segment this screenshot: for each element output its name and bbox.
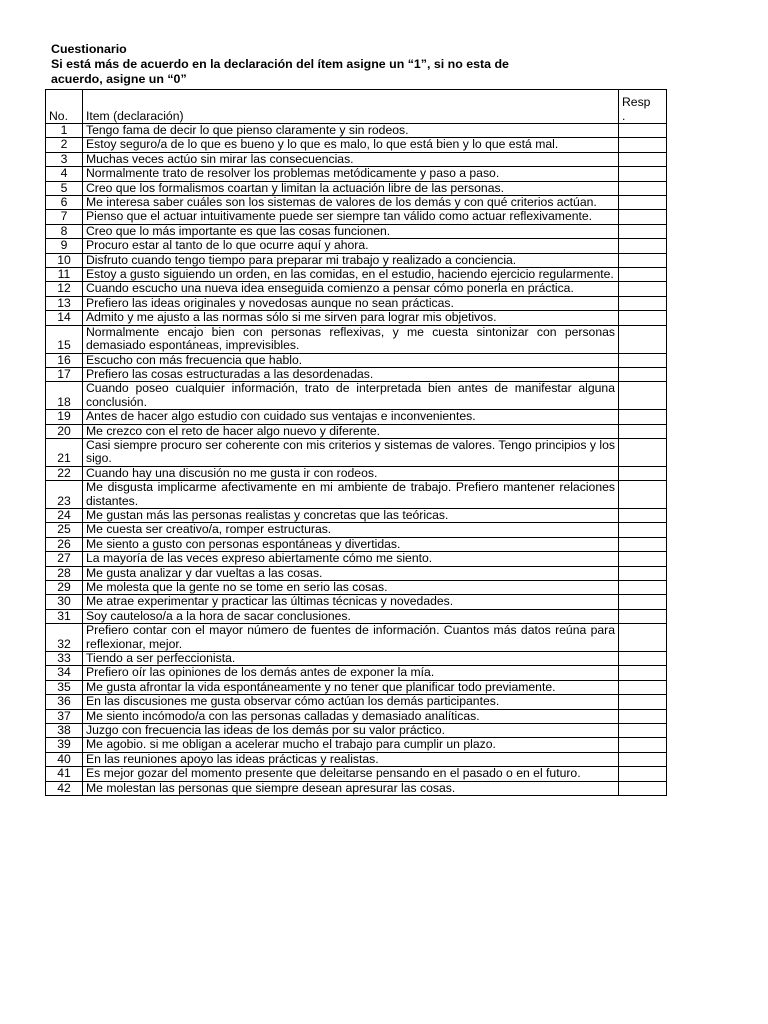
item-number: 41 xyxy=(46,767,83,781)
column-header-resp: Resp . xyxy=(619,90,667,124)
item-statement: Me gusta afrontar la vida espontáneamente y no tener que planificar todo previamente. xyxy=(83,680,619,694)
item-number: 34 xyxy=(46,666,83,680)
response-cell[interactable] xyxy=(619,367,667,381)
response-cell[interactable] xyxy=(619,224,667,238)
table-row xyxy=(46,680,667,694)
table-row xyxy=(46,152,667,166)
item-statement: Tiendo a ser perfeccionista. xyxy=(83,652,619,666)
table-row xyxy=(46,424,667,438)
item-statement: Me disgusta implicarme afectivamente en mi ambiente de trabajo. Prefiero mantener relaciones distantes. xyxy=(83,481,619,509)
response-cell[interactable] xyxy=(619,138,667,152)
table-row xyxy=(46,724,667,738)
item-number: 42 xyxy=(46,781,83,795)
item-statement: Me siento a gusto con personas espontáneas y divertidas. xyxy=(83,537,619,551)
instruction-line-2: acuerdo, asigne un “0” xyxy=(51,72,187,86)
response-cell[interactable] xyxy=(619,196,667,210)
item-statement: En las reuniones apoyo las ideas prácticas y realistas. xyxy=(83,752,619,766)
table-row xyxy=(46,367,667,381)
table-row xyxy=(46,438,667,466)
response-cell[interactable] xyxy=(619,752,667,766)
item-number: 32 xyxy=(46,624,83,652)
item-number: 13 xyxy=(46,296,83,310)
item-number: 12 xyxy=(46,282,83,296)
item-number: 36 xyxy=(46,695,83,709)
response-cell[interactable] xyxy=(619,652,667,666)
table-row xyxy=(46,466,667,480)
table-row xyxy=(46,552,667,566)
item-statement: Pienso que el actuar intuitivamente puede ser siempre tan válido como actuar reflexivamente. xyxy=(83,210,619,224)
response-cell[interactable] xyxy=(619,311,667,325)
response-cell[interactable] xyxy=(619,124,667,138)
item-number: 15 xyxy=(46,325,83,353)
table-row xyxy=(46,210,667,224)
item-statement: Cuando escucho una nueva idea enseguida comienzo a pensar cómo ponerla en práctica. xyxy=(83,282,619,296)
response-cell[interactable] xyxy=(619,481,667,509)
item-number: 19 xyxy=(46,410,83,424)
column-header-no: No. xyxy=(46,90,83,124)
item-statement: Estoy seguro/a de lo que es bueno y lo que es malo, lo que está bien y lo que está mal. xyxy=(83,138,619,152)
table-row xyxy=(46,282,667,296)
table-row xyxy=(46,325,667,353)
response-cell[interactable] xyxy=(619,595,667,609)
table-row xyxy=(46,253,667,267)
item-number: 2 xyxy=(46,138,83,152)
item-statement: Prefiero las ideas originales y novedosas aunque no sean prácticas. xyxy=(83,296,619,310)
item-number: 20 xyxy=(46,424,83,438)
table-row xyxy=(46,523,667,537)
response-cell[interactable] xyxy=(619,609,667,623)
table-row xyxy=(46,781,667,795)
response-cell[interactable] xyxy=(619,325,667,353)
item-number: 21 xyxy=(46,438,83,466)
response-cell[interactable] xyxy=(619,781,667,795)
table-row xyxy=(46,595,667,609)
response-cell[interactable] xyxy=(619,508,667,522)
item-statement: En las discusiones me gusta observar cómo actúan los demás participantes. xyxy=(83,695,619,709)
item-statement: Es mejor gozar del momento presente que deleitarse pensando en el pasado o en el futuro. xyxy=(83,767,619,781)
table-row xyxy=(46,167,667,181)
item-statement: Normalmente encajo bien con personas reflexivas, y me cuesta sintonizar con personas demasiado espontáneas, imprevisibles. xyxy=(83,325,619,353)
questionnaire-table xyxy=(45,89,667,796)
item-statement: Cuando poseo cualquier información, trato de interpretada bien antes de manifestar alguna conclusión. xyxy=(83,382,619,410)
table-row xyxy=(46,196,667,210)
table-row xyxy=(46,738,667,752)
item-number: 9 xyxy=(46,239,83,253)
response-cell[interactable] xyxy=(619,424,667,438)
item-statement: Juzgo con frecuencia las ideas de los demás por su valor práctico. xyxy=(83,724,619,738)
item-number: 37 xyxy=(46,709,83,723)
item-number: 29 xyxy=(46,581,83,595)
item-number: 31 xyxy=(46,609,83,623)
item-number: 5 xyxy=(46,181,83,195)
item-statement: Escucho con más frecuencia que hablo. xyxy=(83,353,619,367)
item-statement: Me cuesta ser creativo/a, romper estructuras. xyxy=(83,523,619,537)
questionnaire-header xyxy=(51,42,611,87)
item-statement: Estoy a gusto siguiendo un orden, en las comidas, en el estudio, haciendo ejercicio regularmente. xyxy=(83,268,619,282)
response-cell[interactable] xyxy=(619,253,667,267)
item-statement: Tengo fama de decir lo que pienso claramente y sin rodeos. xyxy=(83,124,619,138)
response-cell[interactable] xyxy=(619,239,667,253)
item-number: 16 xyxy=(46,353,83,367)
item-statement: Prefiero las cosas estructuradas a las desordenadas. xyxy=(83,367,619,381)
item-number: 28 xyxy=(46,566,83,580)
response-cell[interactable] xyxy=(619,296,667,310)
item-number: 4 xyxy=(46,167,83,181)
response-cell[interactable] xyxy=(619,695,667,709)
item-statement: Me agobio. si me obligan a acelerar mucho el trabajo para cumplir un plazo. xyxy=(83,738,619,752)
item-number: 11 xyxy=(46,268,83,282)
item-statement: Me gustan más las personas realistas y concretas que las teóricas. xyxy=(83,508,619,522)
response-cell[interactable] xyxy=(619,523,667,537)
item-number: 26 xyxy=(46,537,83,551)
table-header-row xyxy=(46,90,667,124)
item-number: 14 xyxy=(46,311,83,325)
response-cell[interactable] xyxy=(619,581,667,595)
table-row xyxy=(46,481,667,509)
item-number: 6 xyxy=(46,196,83,210)
item-number: 17 xyxy=(46,367,83,381)
item-statement: Prefiero oír las opiniones de los demás antes de exponer la mía. xyxy=(83,666,619,680)
table-row xyxy=(46,268,667,282)
table-row xyxy=(46,353,667,367)
table-row xyxy=(46,124,667,138)
table-row xyxy=(46,709,667,723)
response-cell[interactable] xyxy=(619,181,667,195)
table-row xyxy=(46,537,667,551)
item-statement: Creo que lo más importante es que las cosas funcionen. xyxy=(83,224,619,238)
item-statement: Me molesta que la gente no se tome en serio las cosas. xyxy=(83,581,619,595)
item-number: 23 xyxy=(46,481,83,509)
item-number: 3 xyxy=(46,152,83,166)
table-row xyxy=(46,382,667,410)
table-row xyxy=(46,296,667,310)
item-statement: Me molestan las personas que siempre desean apresurar las cosas. xyxy=(83,781,619,795)
item-statement: Antes de hacer algo estudio con cuidado sus ventajas e inconvenientes. xyxy=(83,410,619,424)
item-statement: La mayoría de las veces expreso abiertamente cómo me siento. xyxy=(83,552,619,566)
item-number: 8 xyxy=(46,224,83,238)
table-row xyxy=(46,609,667,623)
table-row xyxy=(46,666,667,680)
instruction-line-1: Si está más de acuerdo en la declaración del ítem asigne un “1”, si no esta de xyxy=(51,57,509,71)
response-cell[interactable] xyxy=(619,282,667,296)
response-cell[interactable] xyxy=(619,537,667,551)
item-statement: Me siento incómodo/a con las personas calladas y demasiado analíticas. xyxy=(83,709,619,723)
table-row xyxy=(46,581,667,595)
item-statement: Creo que los formalismos coartan y limitan la actuación libre de las personas. xyxy=(83,181,619,195)
item-number: 27 xyxy=(46,552,83,566)
response-cell[interactable] xyxy=(619,382,667,410)
item-statement: Normalmente trato de resolver los problemas metódicamente y paso a paso. xyxy=(83,167,619,181)
response-cell[interactable] xyxy=(619,438,667,466)
item-statement: Muchas veces actúo sin mirar las consecuencias. xyxy=(83,152,619,166)
table-row xyxy=(46,138,667,152)
response-cell[interactable] xyxy=(619,466,667,480)
response-cell[interactable] xyxy=(619,666,667,680)
item-number: 38 xyxy=(46,724,83,738)
response-cell[interactable] xyxy=(619,738,667,752)
response-cell[interactable] xyxy=(619,552,667,566)
item-number: 35 xyxy=(46,680,83,694)
item-number: 33 xyxy=(46,652,83,666)
item-statement: Procuro estar al tanto de lo que ocurre aquí y ahora. xyxy=(83,239,619,253)
item-statement: Disfruto cuando tengo tiempo para preparar mi trabajo y realizado a conciencia. xyxy=(83,253,619,267)
response-cell[interactable] xyxy=(619,566,667,580)
table-row xyxy=(46,224,667,238)
table-row xyxy=(46,508,667,522)
response-cell[interactable] xyxy=(619,709,667,723)
item-number: 40 xyxy=(46,752,83,766)
table-row xyxy=(46,695,667,709)
table-row xyxy=(46,767,667,781)
response-cell[interactable] xyxy=(619,152,667,166)
response-cell[interactable] xyxy=(619,624,667,652)
table-row xyxy=(46,624,667,652)
item-number: 10 xyxy=(46,253,83,267)
item-number: 30 xyxy=(46,595,83,609)
item-number: 1 xyxy=(46,124,83,138)
item-number: 18 xyxy=(46,382,83,410)
item-statement: Me gusta analizar y dar vueltas a las cosas. xyxy=(83,566,619,580)
item-statement: Admito y me ajusto a las normas sólo si me sirven para lograr mis objetivos. xyxy=(83,311,619,325)
table-row xyxy=(46,752,667,766)
item-statement: Casi siempre procuro ser coherente con mis criterios y sistemas de valores. Tengo principios y los sigo. xyxy=(83,438,619,466)
item-statement: Me interesa saber cuáles son los sistemas de valores de los demás y con qué criterios actúan. xyxy=(83,196,619,210)
item-statement: Cuando hay una discusión no me gusta ir con rodeos. xyxy=(83,466,619,480)
table-row xyxy=(46,410,667,424)
table-row xyxy=(46,181,667,195)
response-cell[interactable] xyxy=(619,268,667,282)
item-number: 39 xyxy=(46,738,83,752)
response-cell[interactable] xyxy=(619,680,667,694)
item-statement: Prefiero contar con el mayor número de fuentes de información. Cuantos más datos reúna para reflexionar, mejor. xyxy=(83,624,619,652)
table-row xyxy=(46,311,667,325)
response-cell[interactable] xyxy=(619,167,667,181)
table-row xyxy=(46,239,667,253)
table-row xyxy=(46,566,667,580)
response-cell[interactable] xyxy=(619,410,667,424)
response-cell[interactable] xyxy=(619,724,667,738)
item-number: 25 xyxy=(46,523,83,537)
table-row xyxy=(46,652,667,666)
item-statement: Soy cauteloso/a a la hora de sacar conclusiones. xyxy=(83,609,619,623)
item-number: 22 xyxy=(46,466,83,480)
column-header-item: Item (declaración) xyxy=(83,90,619,124)
response-cell[interactable] xyxy=(619,767,667,781)
item-statement: Me crezco con el reto de hacer algo nuevo y diferente. xyxy=(83,424,619,438)
item-number: 7 xyxy=(46,210,83,224)
response-cell[interactable] xyxy=(619,353,667,367)
response-cell[interactable] xyxy=(619,210,667,224)
item-number: 24 xyxy=(46,508,83,522)
item-statement: Me atrae experimentar y practicar las últimas técnicas y novedades. xyxy=(83,595,619,609)
document-title: Cuestionario xyxy=(51,42,127,56)
